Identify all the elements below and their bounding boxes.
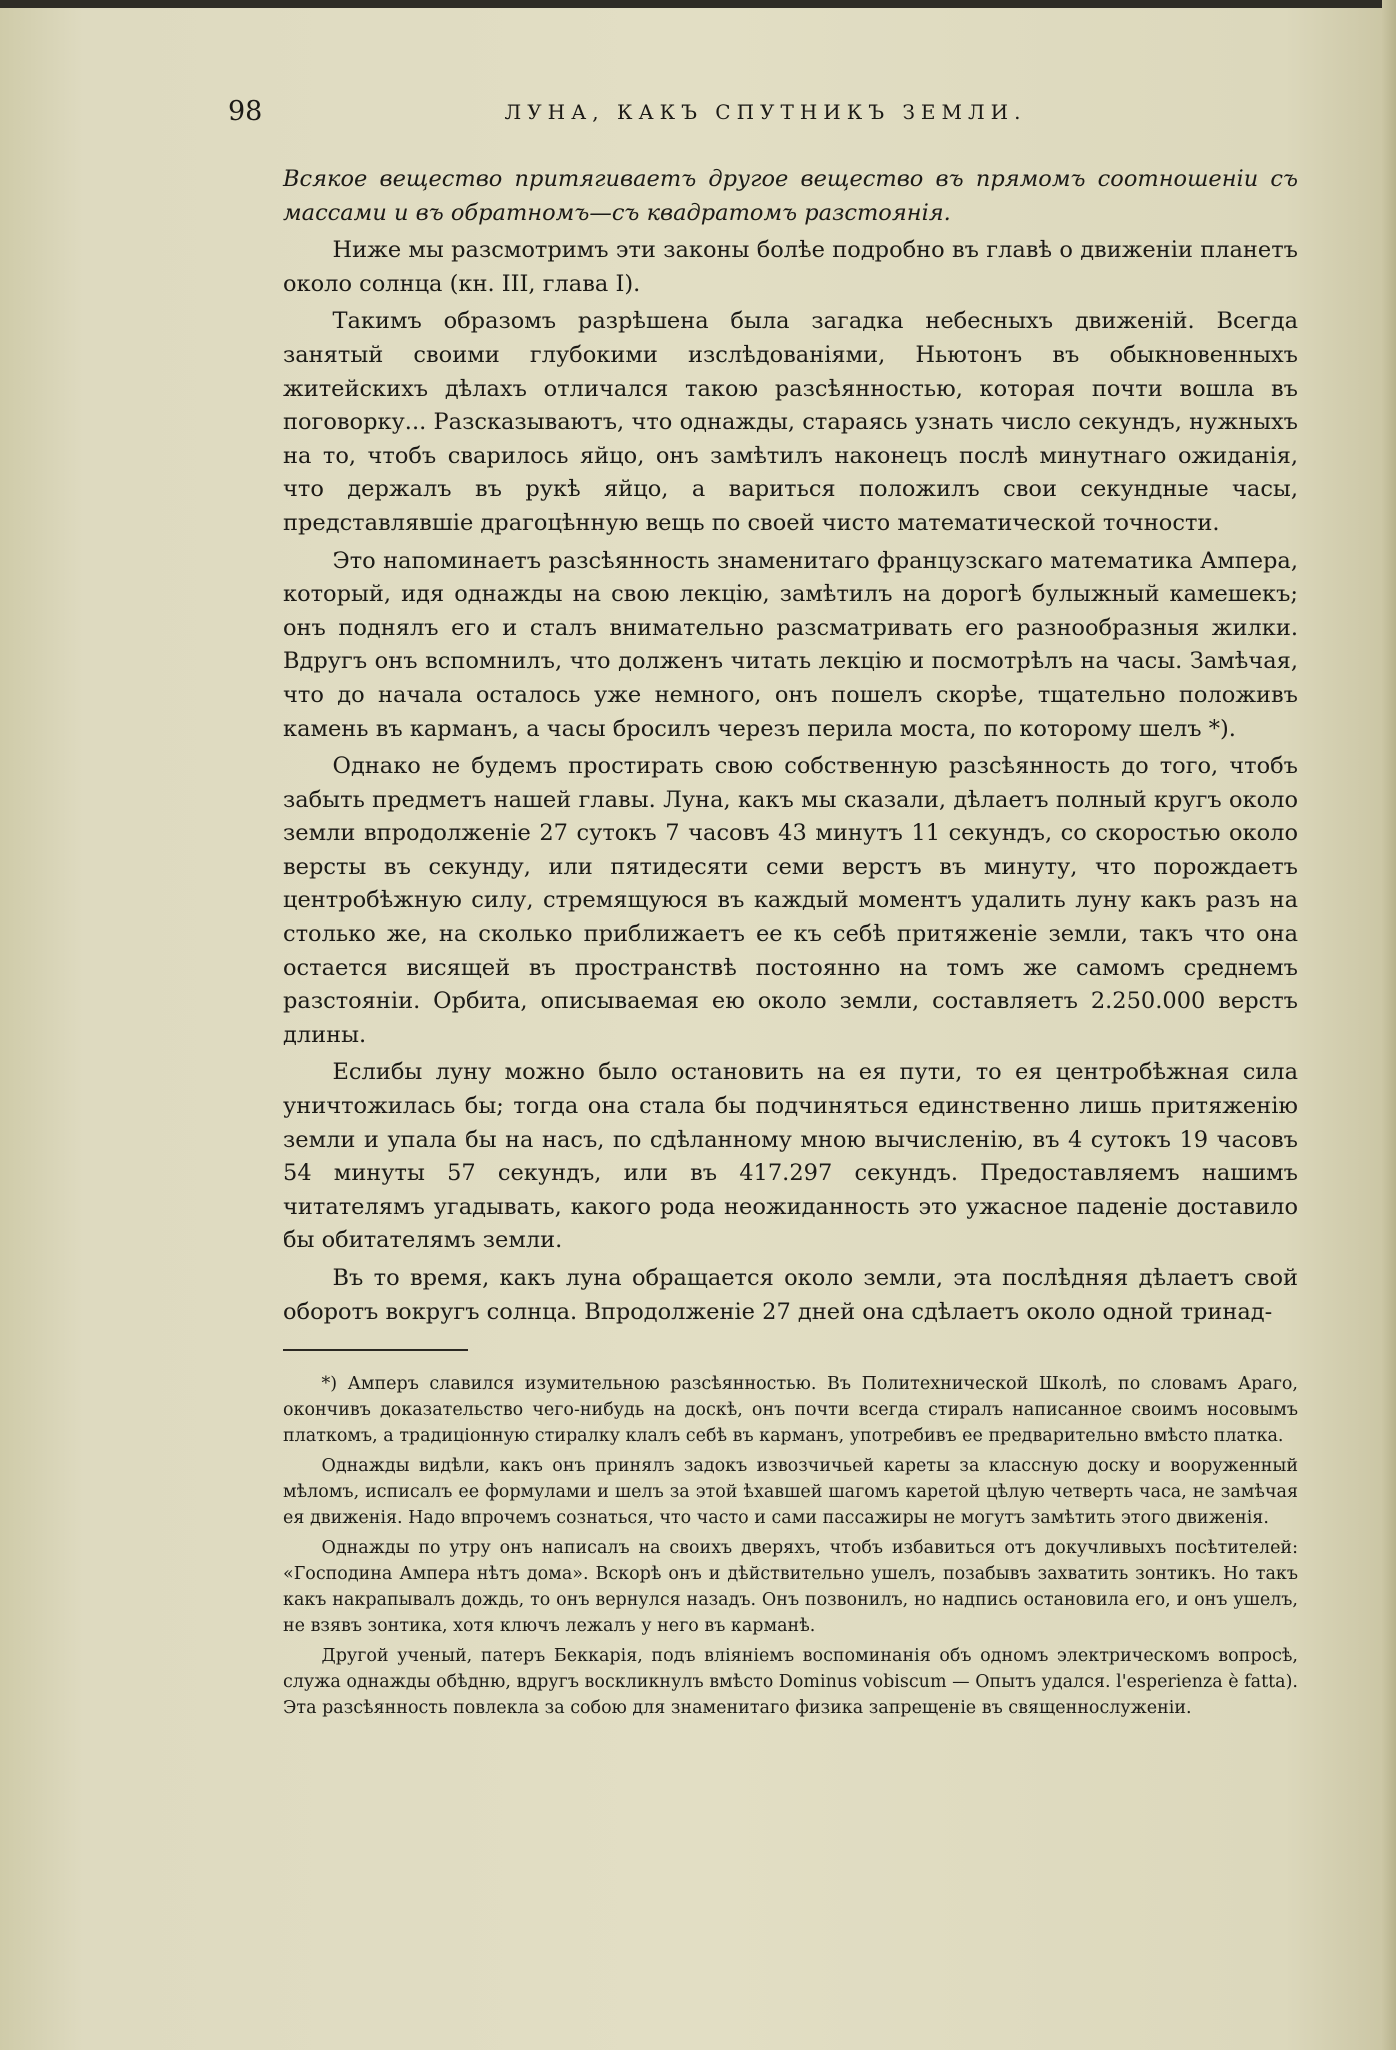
- body-paragraph: Въ то время, какъ луна обращается около земли, эта послѣдняя дѣлаетъ свой оборотъ вокругъ солнца. Впродолженіе 27 дней она сдѣлаетъ около одной тринад-: [283, 1265, 1298, 1325]
- body-paragraph: Еслибы луну можно было остановить на ея пути, то ея центробѣжная сила уничтожилась бы; тогда она стала бы подчиняться единственно лишь притяженію земли и упала бы на насъ, по сдѣланному мною вычисленію, въ 4 сутокъ 19 часовъ 54 минуты 57 секундъ, или въ 417.297 секундъ. Предоставляемъ нашимъ читателямъ угадывать, какого рода неожиданность это ужасное паденіе доставило бы обитателямъ земли.: [283, 1059, 1298, 1254]
- body-paragraph: Это напоминаетъ разсѣянность знаменитаго французскаго математика Ампера, который, идя однажды на свою лекцію, замѣтилъ на дорогѣ булыжный камешекъ; онъ поднялъ его и сталъ внимательно разсматривать его разнообразныя жилки. Вдругъ онъ вспомнилъ, что долженъ читать лекцію и посмотрѣлъ на часы. Замѣчая, что до начала осталось уже немного, онъ пошелъ скорѣе, тщательно положивъ камень въ карманъ, а часы бросилъ черезъ перила моста, по которому шелъ *).: [283, 547, 1298, 742]
- body-paragraph: Однако не будемъ простирать свою собственную разсѣянность до того, чтобъ забыть предметъ нашей главы. Луна, какъ мы сказали, дѣлаетъ полный кругъ около земли впродолженіе 27 сутокъ 7 часовъ 43 минутъ 11 секундъ, со скоростью около версты въ секунду, или пятидесяти семи верстъ въ минуту, что порождаетъ центробѣжную силу, стремящуюся въ каждый моментъ удалить луну какъ разъ на столько же, на сколько приближаетъ ее къ себѣ притяженіе земли, такъ что она остается висящей въ пространствѣ постоянно на томъ же самомъ среднемъ разстояніи. Орбита, описываемая ею около земли, составляетъ 2.250.000 верстъ длины.: [283, 753, 1298, 1048]
- footnote-divider: [283, 1349, 468, 1351]
- scan-right-edge: [1382, 0, 1396, 2050]
- footnote-paragraph: *) Амперъ славился изумительною разсѣянностью. Въ Политехнической Школѣ, по словамъ Араго, окончивъ доказательство чего-нибудь на доскѣ, онъ почти всегда стиралъ написанное своимъ носовымъ платкомъ, а традиціонную стиралку клалъ себѣ въ карманъ, употребивъ ее предварительно вмѣсто платка.: [283, 1374, 1298, 1447]
- page-header: [228, 96, 1303, 136]
- scan-top-edge: [0, 0, 1396, 8]
- running-title: ЛУНА, КАКЪ СПУТНИКЪ ЗЕМЛИ.: [504, 100, 1027, 124]
- footnote-paragraph: Однажды видѣли, какъ онъ принялъ задокъ извозчичьей кареты за классную доску и вооруженный мѣломъ, исписалъ ее формулами и шелъ за этой ѣхавшей шагомъ каретой цѣлую четверть часа, не замѣчая ея движенія. Надо впрочемъ сознаться, что часто и сами пассажиры не могутъ замѣтить этого движенія.: [283, 1456, 1298, 1529]
- body-paragraph: Ниже мы разсмотримъ эти законы болѣе подробно въ главѣ о движеніи планетъ около солнца (кн. III, глава I).: [283, 237, 1298, 297]
- footnote-paragraph: Другой ученый, патеръ Беккарія, подъ вліяніемъ воспоминанія объ одномъ электрическомъ вопросѣ, служа однажды обѣдню, вдругъ воскликнулъ вмѣсто Dominus vobiscum — Опытъ удался. l'esperienza è fatta). Эта разсѣянность повлекла за собою для знаменитаго физика запрещеніе въ священнослуженіи.: [283, 1646, 1298, 1719]
- footnote-paragraph: Однажды по утру онъ написалъ на своихъ дверяхъ, чтобъ избавиться отъ докучливыхъ посѣтителей: «Господина Ампера нѣтъ дома». Вскорѣ онъ и дѣйствительно ушелъ, позабывъ захватить зонтикъ. Но такъ какъ накрапывалъ дождь, то онъ вернулся назадъ. Онъ позвонилъ, но надпись остановила его, и онъ ушелъ, не взявъ зонтика, хотя ключъ лежалъ у него въ карманѣ.: [283, 1538, 1298, 1637]
- page-number: 98: [228, 96, 263, 127]
- footnotes: [283, 1371, 1298, 1721]
- body-paragraph: Такимъ образомъ разрѣшена была загадка небесныхъ движеній. Всегда занятый своими глубокими изслѣдованіями, Ньютонъ въ обыкновенныхъ житейскихъ дѣлахъ отличался такою разсѣянностью, которая почти вошла въ поговорку... Разсказываютъ, что однажды, стараясь узнать число секундъ, нужныхъ на то, чтобъ сварилось яйцо, онъ замѣтилъ наконецъ послѣ минутнаго ожиданія, что держалъ въ рукѣ яйцо, а вариться положилъ свои секундные часы, представлявшіе драгоцѣнную вещь по своей чисто математической точности.: [283, 308, 1298, 536]
- main-text: [283, 163, 1298, 1725]
- lead-statement: Всякое вещество притягиваетъ другое вещество въ прямомъ соотношеніи съ массами и въ обратномъ—съ квадратомъ разстоянія.: [283, 166, 1298, 226]
